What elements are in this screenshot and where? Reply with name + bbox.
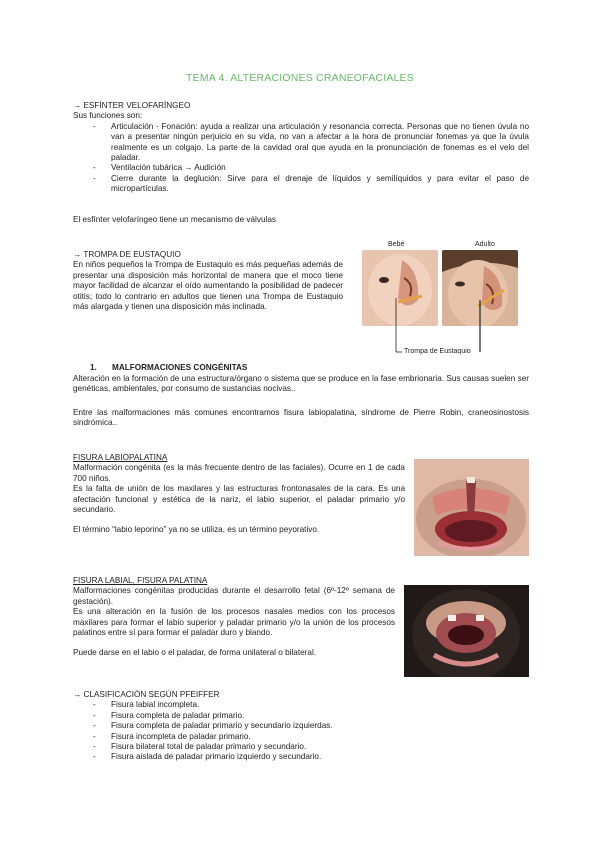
fisura-labiopalatina-heading: FISURA LABIOPALATINA <box>73 453 168 462</box>
eustachian-tube-figure <box>358 240 528 360</box>
paragraph: Malformación congénita (es la más frecuente dentro de las faciales). Ocurre en 1 de cada 700 niños. <box>73 463 405 483</box>
list-item: - Ventilación tubárica → Audición <box>73 163 529 173</box>
list-item: - Fisura aislada de paladar primario izquierdo y secundario. <box>73 752 529 762</box>
paragraph: El término “labio leporino” ya no se utiliza, es un término peyorativo. <box>73 525 320 535</box>
list-item: - Fisura labial incompleta. <box>73 700 529 710</box>
esfinter-closing: El esfínter velofaríngeo tiene un mecanismo de válvulas <box>73 215 276 224</box>
list-item: - Articulación - Fonación: ayuda a realizar una articulación y resonancia correcta. Personas que no tienen úvula no van a presentar ningún perjuicio en su vida, no van a afectar a la hora de pronunciar fonemas ya que la úvula realmente es un colgajo. La parte de la cavidad oral que ayuda en la pronunciación de fonemas es el velo del paladar. <box>73 122 529 164</box>
cleft-lip-photo <box>414 459 529 556</box>
paragraph: Es la falta de unión de los maxilares y las estructuras frontonasales de la cara. Es una afectación funcional y estética de la nariz, el labio superior, el paladar primario y/o secundario. <box>73 484 405 515</box>
section-heading-malformaciones <box>90 363 490 373</box>
paragraph: Malformaciones congénitas producidas durante el desarrollo fetal (6º-12º semana de gestación). <box>73 586 395 606</box>
section-title: MALFORMACIONES CONGÉNITAS <box>112 363 248 372</box>
esfinter-intro: Sus funciones son: <box>73 111 143 121</box>
figure-leader-lines <box>358 240 528 360</box>
list-item: - Fisura bilateral total de paladar primario y secundario. <box>73 742 529 752</box>
malformaciones-text2: Entre las malformaciones más comunes encontramos fisura labiopalatina, síndrome de Pierre Robin, craneosinostosis sindrómica.. <box>73 408 529 428</box>
list-item: - Fisura incompleta de paladar primario. <box>73 732 529 742</box>
pfeiffer-section <box>73 690 529 763</box>
pfeiffer-heading: → CLASIFICACIÓN SEGÚN PFEIFFER <box>73 690 220 699</box>
fisura-labial-palatina-heading: FISURA LABIAL, FISURA PALATINA <box>73 576 208 585</box>
malformaciones-text1: Alteración en la formación de una estructura/órgano o sistema que se produce en la fase embrionaria. Sus causas suelen ser genéticas, ambientales, por consumo de sustancias nocivas.. <box>73 374 529 394</box>
page-title: TEMA 4. ALTERACIONES CRANEOFACIALES <box>186 72 414 84</box>
cleft-palate-photo <box>404 585 529 677</box>
figure-label-adult: Adulto <box>475 241 495 248</box>
list-item: - Fisura completa de paladar primario. <box>73 711 529 721</box>
trompa-section <box>73 250 343 312</box>
esfinter-heading: → ESFÍNTER VELOFARÍNGEO <box>73 101 191 110</box>
list-item: - Fisura completa de paladar primario y secundario izquierdas. <box>73 721 529 731</box>
paragraph: Es una alteración en la fusión de los procesos nasales medios con los procesos maxilares para formar el labio superior y paladar primario y/o la unión de los procesos palatinos entre sí para formar el paladar duro y blando. <box>73 607 395 638</box>
esfinter-section <box>73 101 529 195</box>
fisura-labial-palatina-section <box>73 576 395 659</box>
figure-caption: Trompa de Eustaquio <box>404 348 471 355</box>
pfeiffer-list <box>73 700 529 762</box>
list-item: - Cierre durante la deglución: Sirve para el drenaje de líquidos y semilíquidos y para evitar el paso de micropartículas. <box>73 174 529 195</box>
fisura-labiopalatina-section <box>73 453 405 536</box>
paragraph: Puede darse en el labio o el paladar, de forma unilateral o bilateral. <box>73 648 317 658</box>
figure-label-baby: Bebé <box>388 241 405 248</box>
trompa-text: En niños pequeños la Trompa de Eustaquio es más pequeñas además de presentar una disposición más horizontal de manera que el moco tiene mayor facilidad de alcanzar el oído aumentando la posibilidad de padecer otitis; todo lo contrario en adultos que tienen una Trompa de Eustaquio más alargada y tienen una disposición más inclinada. <box>73 260 343 312</box>
esfinter-functions-list <box>73 122 529 195</box>
section-number: 1. <box>90 363 97 372</box>
trompa-heading: → TROMPA DE EUSTAQUIO <box>73 250 181 259</box>
